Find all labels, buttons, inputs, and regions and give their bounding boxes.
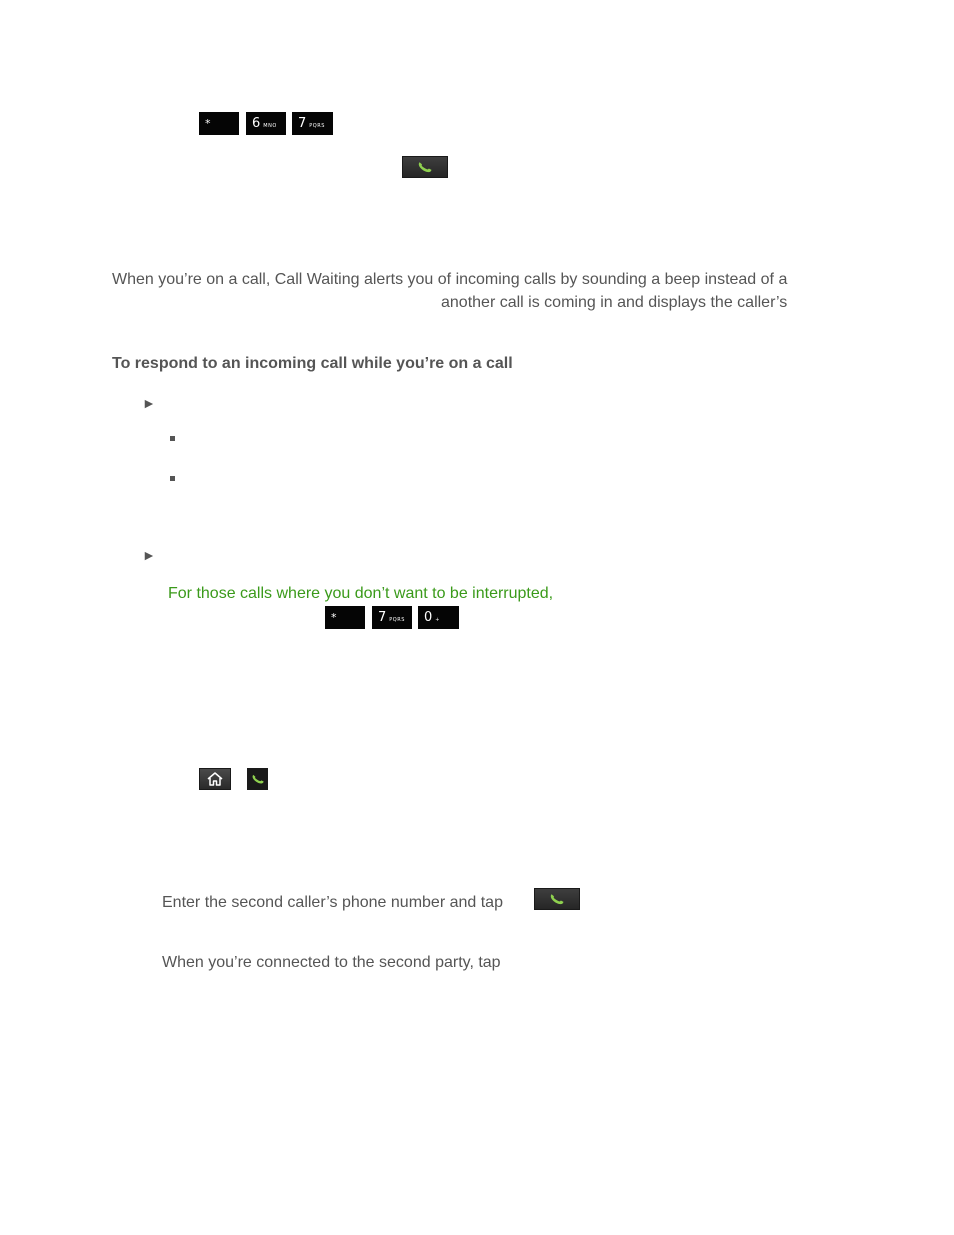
square-bullet-1	[170, 436, 175, 441]
section-heading: To respond to an incoming call while you’re on a call	[112, 355, 513, 372]
phone-handset-icon	[549, 891, 565, 907]
call-button-top	[402, 156, 448, 178]
key-7-note: 7 PQRS	[372, 606, 412, 629]
call-button-step	[534, 888, 580, 910]
phone-handset-icon	[417, 159, 433, 175]
phone-app-button	[247, 768, 268, 790]
home-icon	[206, 771, 224, 787]
home-button	[199, 768, 231, 790]
key-0-note: 0 +	[418, 606, 459, 629]
paragraph-line-2: another call is coming in and displays the caller’s	[441, 294, 788, 311]
phone-handset-icon	[251, 772, 265, 786]
key-6: 6 MNO	[246, 112, 286, 135]
step-connected: When you’re connected to the second party, tap	[162, 954, 501, 971]
arrow-bullet-2: ►	[142, 547, 156, 563]
step-enter-number: Enter the second caller’s phone number and tap	[162, 894, 503, 911]
key-star: *	[199, 112, 239, 135]
square-bullet-2	[170, 476, 175, 481]
key-7: 7 PQRS	[292, 112, 333, 135]
paragraph-line-1: When you’re on a call, Call Waiting alerts you of incoming calls by sounding a beep instead of a	[112, 271, 788, 288]
key-star-note: *	[325, 606, 365, 629]
arrow-bullet-1: ►	[142, 395, 156, 411]
note-text: For those calls where you don’t want to be interrupted,	[168, 585, 554, 602]
